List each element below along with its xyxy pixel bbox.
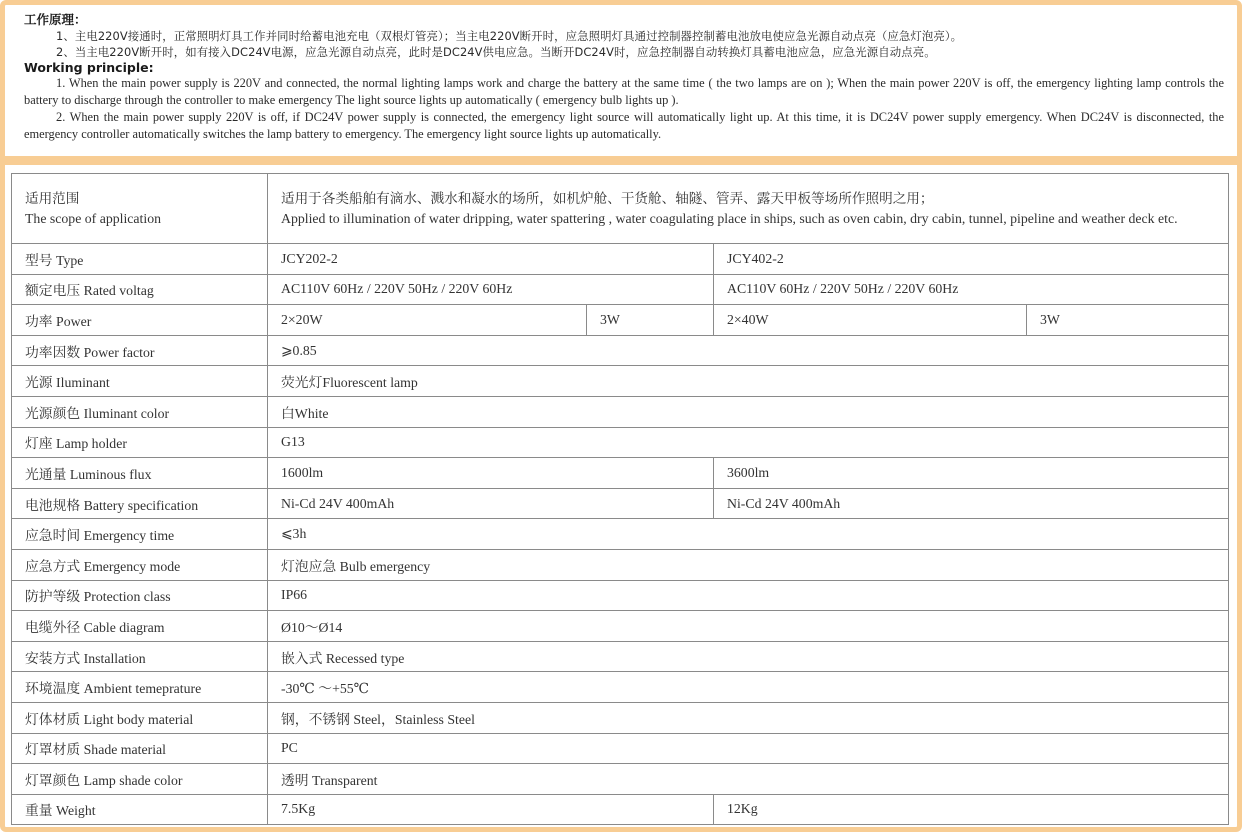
table-row [12,274,1229,305]
row-label-flux: 光通量 Luminous flux [12,458,268,489]
ambient-temperature-value: -30℃ ～+55℃ [268,672,1229,703]
principle-title-cn: 工作原理： [24,12,87,27]
row-label-weight: 重量 Weight [12,794,268,825]
power-value-b2: 3W [1027,305,1229,336]
voltage-value-b: AC110V 60Hz / 220V 50Hz / 220V 60Hz [714,274,1229,305]
cable-diagram-value: Ø10～Ø14 [268,611,1229,642]
table-row [12,733,1229,764]
principle-cn-line-1: 1、主电220V接通时，正常照明灯具工作并同时给蓄电池充电（双根灯管亮）；当主电220V断开时，应急照明灯具通过控制器控制蓄电池放电使应急光源自动点亮（应急灯泡亮）。 [56,29,963,43]
row-label-emergency-time: 应急时间 Emergency time [12,519,268,550]
emergency-mode-value: 灯泡应急 Bulb emergency [268,549,1229,580]
scope-value [268,174,1229,244]
section-divider [5,156,1237,165]
principle-en-para-1: 1. When the main power supply is 220V and connected, the normal lighting lamps work and charge the battery at the same time ( the two lamps are on ); When the main power 220V is off, the emergency lighting lamp controls the battery to discharge through the controller to make emergency The light source lights up automatically ( emergency bulb lights up ). [24,76,1224,107]
emergency-time-value: ⩽3h [268,519,1229,550]
table-row [12,335,1229,366]
row-label-voltage: 额定电压 Rated voltag [12,274,268,305]
scope-value-en: Applied to illumination of water dripping, water spattering , water coagulating place in ships, such as oven cabin, dry cabin, tunnel, pipeline and weather deck etc. [281,210,1178,226]
table-row [12,794,1229,825]
voltage-value-a: AC110V 60Hz / 220V 50Hz / 220V 60Hz [268,274,714,305]
weight-value-a: 7.5Kg [268,794,714,825]
type-value-b: JCY402-2 [714,244,1229,275]
table-row [12,244,1229,275]
light-body-material-value: 钢，不锈钢 Steel，Stainless Steel [268,702,1229,733]
table-row [12,366,1229,397]
scope-label-en: The scope of application [25,210,162,226]
row-label-cable-diagram: 电缆外径 Cable diagram [12,611,268,642]
row-label-scope [12,174,268,244]
power-value-a2: 3W [587,305,714,336]
flux-value-a: 1600lm [268,458,714,489]
principle-cn-line-2: 2、当主电220V断开时，如有接入DC24V电源，应急光源自动点亮，此时是DC24V供电应急。当断开DC24V时，应急控制器自动转换灯具蓄电池应急，应急光源自动点亮。 [56,45,936,59]
table-row [12,174,1229,244]
spec-table [11,173,1229,825]
type-value-a: JCY202-2 [268,244,714,275]
table-row [12,427,1229,458]
power-value-b1: 2×40W [714,305,1027,336]
row-label-power-factor: 功率因数 Power factor [12,335,268,366]
row-label-lamp-holder: 灯座 Lamp holder [12,427,268,458]
row-label-type: 型号 Type [12,244,268,275]
table-row [12,764,1229,795]
power-factor-value: ⩾0.85 [268,335,1229,366]
row-label-installation: 安装方式 Installation [12,641,268,672]
power-value-a1: 2×20W [268,305,587,336]
table-row [12,611,1229,642]
table-row [12,488,1229,519]
row-label-protection-class: 防护等级 Protection class [12,580,268,611]
table-row [12,702,1229,733]
row-label-power: 功率 Power [12,305,268,336]
weight-value-b: 12Kg [714,794,1229,825]
row-label-ambient-temperature: 环境温度 Ambient temeprature [12,672,268,703]
table-row [12,672,1229,703]
table-row [12,519,1229,550]
protection-class-value: IP66 [268,580,1229,611]
working-principle-section [24,12,1224,143]
principle-en-para-2: 2. When the main power supply 220V is off, if DC24V power supply is connected, the emergency light source will automatically light up. At this time, it is DC24V power supply emergency. When DC24V is disconnected, the emergency controller automatically switches the lamp battery to emergency. The emergency light source lights up automatically. [24,110,1224,141]
scope-label-cn: 适用范围 [25,190,80,207]
battery-value-a: Ni-Cd 24V 400mAh [268,488,714,519]
row-label-lamp-shade-color: 灯罩颜色 Lamp shade color [12,764,268,795]
battery-value-b: Ni-Cd 24V 400mAh [714,488,1229,519]
row-label-emergency-mode: 应急方式 Emergency mode [12,549,268,580]
shade-material-value: PC [268,733,1229,764]
table-row [12,458,1229,489]
table-row [12,305,1229,336]
table-row [12,549,1229,580]
iluminant-color-value: 白White [268,396,1229,427]
row-label-light-body-material: 灯体材质 Light body material [12,702,268,733]
principle-title-en: Working principle: [24,60,154,75]
flux-value-b: 3600lm [714,458,1229,489]
table-row [12,396,1229,427]
row-label-battery: 电池规格 Battery specification [12,488,268,519]
row-label-shade-material: 灯罩材质 Shade material [12,733,268,764]
table-row [12,580,1229,611]
row-label-iluminant-color: 光源颜色 Iluminant color [12,396,268,427]
row-label-iluminant: 光源 Iluminant [12,366,268,397]
installation-value: 嵌入式 Recessed type [268,641,1229,672]
lamp-holder-value: G13 [268,427,1229,458]
table-row [12,641,1229,672]
scope-value-cn: 适用于各类船舶有滴水、溅水和凝水的场所，如机炉舱、干货舱、轴隧、管弄、露天甲板等场所作照明之用； [281,190,934,207]
lamp-shade-color-value: 透明 Transparent [268,764,1229,795]
iluminant-value: 荧光灯Fluorescent lamp [268,366,1229,397]
